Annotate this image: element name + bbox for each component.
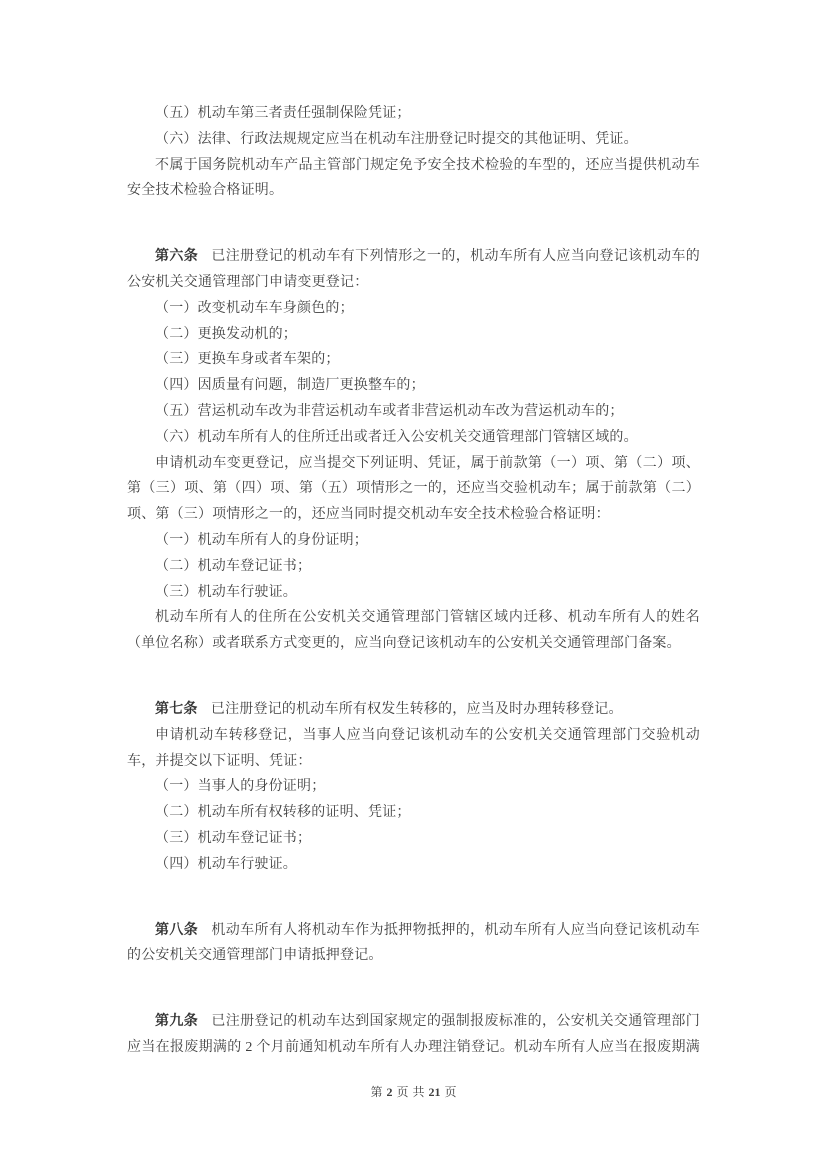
document-text-line <box>127 800 700 826</box>
line-text: （单位名称）或者联系方式变更的，应当向登记该机动车的公安机关交通管理部门备案。 <box>127 636 681 652</box>
line-text: 安全技术检验合格证明。 <box>127 183 284 199</box>
line-text: （二）更换发动机的； <box>155 326 297 342</box>
line-text: 车，并提交以下证明、凭证： <box>127 753 312 769</box>
line-text: 已注册登记的机动车所有权发生转移的，应当及时办理转移登记。 <box>210 701 623 717</box>
footer-label-after-page: 页 <box>396 1085 409 1099</box>
line-text: （六）机动车所有人的住所迁出或者迁入公安机关交通管理部门管辖区域的。 <box>155 429 638 445</box>
article-heading-line <box>127 918 700 944</box>
article-number: 第六条 <box>155 249 199 265</box>
line-text: （三）机动车行驶证。 <box>155 584 297 600</box>
section-gap <box>127 657 700 697</box>
line-text: 申请机动车变更登记，应当提交下列证明、凭证，属于前款第（一）项、第（二）项、 <box>155 455 700 471</box>
section-gap <box>127 969 700 1009</box>
document-text-line <box>127 852 700 878</box>
document-text-line <box>127 774 700 800</box>
footer-total-pages: 21 <box>428 1085 441 1099</box>
document-text-line <box>127 101 700 127</box>
footer-label-after-total: 页 <box>444 1085 457 1099</box>
line-text: （一）当事人的身份证明； <box>155 779 326 795</box>
document-text-line <box>127 296 700 322</box>
document-text-line <box>127 502 700 528</box>
document-text-line <box>127 723 700 749</box>
document-text-line <box>127 127 700 153</box>
document-text-line <box>127 528 700 554</box>
line-text: 的公安机关交通管理部门申请抵押登记。 <box>127 948 383 964</box>
line-text: 已注册登记的机动车有下列情形之一的，机动车所有人应当向登记该机动车的 <box>211 249 700 265</box>
article-heading-line <box>127 1009 700 1035</box>
document-text-line <box>127 270 700 296</box>
document-text-line <box>127 1035 700 1061</box>
line-text: （二）机动车登记证书； <box>155 558 312 574</box>
line-text: （三）机动车登记证书； <box>155 830 312 846</box>
section-gap <box>127 204 700 244</box>
line-text: （四）机动车行驶证。 <box>155 856 297 872</box>
document-text-line <box>127 373 700 399</box>
article-number: 第七条 <box>155 701 198 717</box>
document-text-line <box>127 580 700 606</box>
line-text: 已注册登记的机动车达到国家规定的强制报废标准的，公安机关交通管理部门 <box>211 1014 700 1030</box>
document-text-line <box>127 178 700 204</box>
article-heading-line <box>127 697 700 723</box>
document-text-line <box>127 749 700 775</box>
document-body <box>127 101 700 1061</box>
line-text: 公安机关交通管理部门申请变更登记： <box>127 274 369 290</box>
line-text: （一）改变机动车车身颜色的； <box>155 300 354 316</box>
footer-label-before-page: 第 <box>370 1085 383 1099</box>
document-text-line <box>127 826 700 852</box>
line-text: （四）因质量有问题，制造厂更换整车的； <box>155 378 425 394</box>
document-text-line <box>127 554 700 580</box>
document-text-line <box>127 322 700 348</box>
document-text-line <box>127 476 700 502</box>
document-text-line <box>127 631 700 657</box>
document-text-line <box>127 425 700 451</box>
line-text: （五）机动车第三者责任强制保险凭证； <box>155 106 411 121</box>
document-text-line <box>127 451 700 477</box>
footer-page-number: 2 <box>386 1085 393 1099</box>
line-text: （六）法律、行政法规规定应当在机动车注册登记时提交的其他证明、凭证。 <box>155 131 638 147</box>
article-heading-line <box>127 244 700 270</box>
line-text: 应当在报废期满的 2 个月前通知机动车所有人办理注销登记。机动车所有人应当在报废期满 <box>127 1039 700 1055</box>
line-text: （五）营运机动车改为非营运机动车或者非营运机动车改为营运机动车的； <box>155 403 624 419</box>
article-number: 第八条 <box>155 922 199 938</box>
line-text: 机动车所有人将机动车作为抵押物抵押的，机动车所有人应当向登记该机动车 <box>211 922 700 938</box>
line-text: 申请机动车转移登记，当事人应当向登记该机动车的公安机关交通管理部门交验机动 <box>155 727 700 743</box>
document-text-line <box>127 399 700 425</box>
line-text: （三）更换车身或者车架的； <box>155 352 340 368</box>
line-text: （二）机动车所有权转移的证明、凭证； <box>155 805 411 821</box>
section-gap <box>127 878 700 918</box>
page-footer <box>0 1084 827 1100</box>
document-text-line <box>127 605 700 631</box>
document-text-line <box>127 347 700 373</box>
line-text: 第（三）项、第（四）项、第（五）项情形之一的，还应当交验机动车；属于前款第（二） <box>127 481 700 497</box>
line-text: 不属于国务院机动车产品主管部门规定免予安全技术检验的车型的，还应当提供机动车 <box>155 157 700 173</box>
article-number: 第九条 <box>155 1014 199 1030</box>
document-text-line <box>127 943 700 969</box>
line-text: （一）机动车所有人的身份证明； <box>155 532 368 548</box>
document-text-line <box>127 153 700 179</box>
footer-label-before-total: 共 <box>412 1085 425 1099</box>
line-text: 机动车所有人的住所在公安机关交通管理部门管辖区域内迁移、机动车所有人的姓名 <box>155 610 700 626</box>
line-text: 项、第（三）项情形之一的，还应当同时提交机动车安全技术检验合格证明： <box>127 507 610 523</box>
